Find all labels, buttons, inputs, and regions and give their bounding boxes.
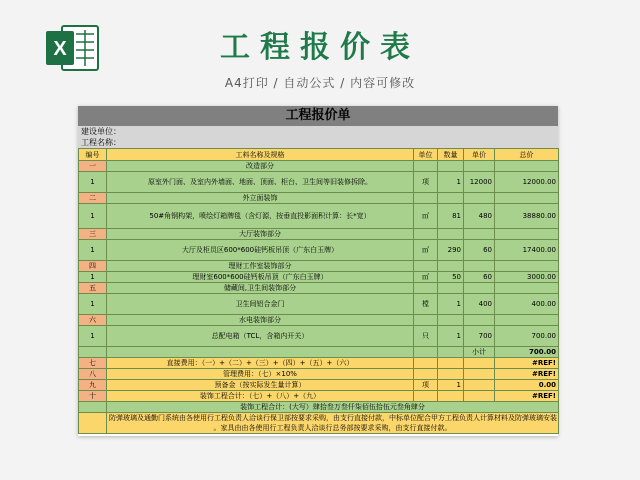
table-cell <box>79 402 107 413</box>
table-row <box>79 161 559 172</box>
item-quantity: 1 <box>438 294 464 315</box>
item-name: 理财工作室装饰部分 <box>107 261 414 272</box>
svg-text:X: X <box>53 38 67 60</box>
subtotal-value: 700.00 <box>495 347 559 358</box>
table-row <box>79 326 559 347</box>
subtotal-row <box>79 347 559 358</box>
col-header: 工料名称及规格 <box>107 149 414 161</box>
item-price: 12000 <box>464 172 495 193</box>
item-price <box>464 161 495 172</box>
table-cell <box>464 369 495 380</box>
table-row <box>79 172 559 193</box>
item-name: 储藏间,卫生间装饰部分 <box>107 283 414 294</box>
row-number: 九 <box>79 380 107 391</box>
summary-row <box>79 391 559 402</box>
row-number: 一 <box>79 161 107 172</box>
item-total <box>495 161 559 172</box>
table-row <box>79 272 559 283</box>
item-name: 卫生间铝合金门 <box>107 294 414 315</box>
row-number: 1 <box>79 204 107 229</box>
summary-total: #REF! <box>495 369 559 380</box>
item-unit: ㎡ <box>414 272 438 283</box>
summary-name: 管理费用：（七）×10% <box>107 369 414 380</box>
item-quantity: 50 <box>438 272 464 283</box>
summary-total: #REF! <box>495 358 559 369</box>
item-quantity <box>438 315 464 326</box>
table-row <box>79 204 559 229</box>
summary-unit: 项 <box>414 380 438 391</box>
item-price: 700 <box>464 326 495 347</box>
item-total: 12000.00 <box>495 172 559 193</box>
summary-name: 装饰工程合计：（七）+（八）+（九） <box>107 391 414 402</box>
item-unit <box>414 283 438 294</box>
col-header: 单位 <box>414 149 438 161</box>
item-name: 改造部分 <box>107 161 414 172</box>
row-number: 1 <box>79 294 107 315</box>
summary-name: 预备金（按实际发生量计算） <box>107 380 414 391</box>
item-name: 总配电箱（TCL，含箱内开关） <box>107 326 414 347</box>
table-cell <box>79 347 107 358</box>
item-name: 外立面装饰 <box>107 193 414 204</box>
col-header: 总价 <box>495 149 559 161</box>
notes-row <box>79 413 559 434</box>
table-row <box>79 240 559 261</box>
row-number: 七 <box>79 358 107 369</box>
grand-total-row <box>79 402 559 413</box>
summary-row <box>79 380 559 391</box>
item-price <box>464 283 495 294</box>
item-price <box>464 229 495 240</box>
summary-unit <box>414 391 438 402</box>
item-unit <box>414 161 438 172</box>
table-cell <box>464 380 495 391</box>
item-name: 大厅装饰部分 <box>107 229 414 240</box>
item-total: 3000.00 <box>495 272 559 283</box>
summary-quantity <box>438 391 464 402</box>
col-header: 编号 <box>79 149 107 161</box>
summary-row <box>79 358 559 369</box>
row-number: 二 <box>79 193 107 204</box>
table-cell <box>464 358 495 369</box>
page-subtitle: A4打印 / 自动公式 / 内容可修改 <box>224 76 416 90</box>
item-total <box>495 193 559 204</box>
table-row <box>79 315 559 326</box>
item-name: 理财室600*600硅钙板吊顶（广东白玉牌） <box>107 272 414 283</box>
summary-total: 0.00 <box>495 380 559 391</box>
spreadsheet-preview <box>78 106 558 436</box>
item-total: 17400.00 <box>495 240 559 261</box>
table-cell <box>107 347 414 358</box>
item-quantity <box>438 261 464 272</box>
item-price: 60 <box>464 240 495 261</box>
summary-unit <box>414 369 438 380</box>
item-name: 50#角钢构架，喷绘灯箱牌毯（含灯源，按垂直投影面积计算：长*宽） <box>107 204 414 229</box>
item-unit: 项 <box>414 172 438 193</box>
item-total: 700.00 <box>495 326 559 347</box>
grand-total-text: 装饰工程合计：(大写）肆拾叁万叁仟柒佰伍拾伍元叁角肆分 <box>107 402 559 413</box>
item-total <box>495 315 559 326</box>
row-number: 六 <box>79 315 107 326</box>
summary-quantity: 1 <box>438 380 464 391</box>
row-number: 五 <box>79 283 107 294</box>
note-line: 防弹玻璃及通勤门系统由各使用行工程负责人洽谈行保卫部按要求采购，由支行直接付款，中标单位配合甲方工程负责人计算材料及防弹玻璃安装 <box>109 414 557 422</box>
summary-row <box>79 369 559 380</box>
table-header-row <box>79 149 559 161</box>
item-unit <box>414 261 438 272</box>
builder-label: 建设单位： <box>78 126 558 137</box>
table-row <box>79 229 559 240</box>
notes-text <box>107 413 559 434</box>
row-number: 十 <box>79 391 107 402</box>
item-unit <box>414 229 438 240</box>
item-name: 原室外门面、及室内外墙面、地面、顶面、柜台、卫生间等旧装修拆除。 <box>107 172 414 193</box>
item-total: 38880.00 <box>495 204 559 229</box>
summary-quantity <box>438 369 464 380</box>
row-number: 1 <box>79 326 107 347</box>
subtotal-label: 小计 <box>464 347 495 358</box>
item-quantity <box>438 193 464 204</box>
item-price <box>464 261 495 272</box>
item-quantity: 1 <box>438 172 464 193</box>
item-quantity <box>438 229 464 240</box>
item-price: 400 <box>464 294 495 315</box>
table-row <box>79 294 559 315</box>
item-price: 480 <box>464 204 495 229</box>
item-unit: 只 <box>414 326 438 347</box>
table-row <box>79 261 559 272</box>
item-price <box>464 315 495 326</box>
item-total <box>495 283 559 294</box>
item-price: 60 <box>464 272 495 283</box>
item-total <box>495 229 559 240</box>
item-quantity <box>438 161 464 172</box>
row-number: 四 <box>79 261 107 272</box>
summary-total: #REF! <box>495 391 559 402</box>
item-unit: 樘 <box>414 294 438 315</box>
summary-quantity <box>438 358 464 369</box>
item-name: 水电装饰部分 <box>107 315 414 326</box>
item-quantity: 1 <box>438 326 464 347</box>
note-line: 。家具由由各使用行工程负责人洽谈行总务部按要求采购，由支行直接付款。 <box>213 424 452 432</box>
item-total: 400.00 <box>495 294 559 315</box>
item-quantity <box>438 283 464 294</box>
table-row <box>79 283 559 294</box>
item-quantity: 81 <box>438 204 464 229</box>
row-number: 三 <box>79 229 107 240</box>
row-number: 1 <box>79 240 107 261</box>
summary-unit <box>414 358 438 369</box>
table-cell <box>79 413 107 434</box>
sheet-title: 工程报价单 <box>78 106 558 126</box>
table-cell <box>414 347 438 358</box>
project-label: 工程名称： <box>78 137 558 148</box>
col-header: 单价 <box>464 149 495 161</box>
summary-name: 直接费用：（一）+（二）+（三）+（四）+（五）+（六） <box>107 358 414 369</box>
table-cell <box>464 391 495 402</box>
item-unit: ㎡ <box>414 204 438 229</box>
item-quantity: 290 <box>438 240 464 261</box>
item-unit: ㎡ <box>414 240 438 261</box>
item-unit <box>414 315 438 326</box>
item-name: 大厅及柜员区600*600硅钙板吊顶（广东白玉牌） <box>107 240 414 261</box>
item-price <box>464 193 495 204</box>
table-row <box>79 193 559 204</box>
row-number: 八 <box>79 369 107 380</box>
table-cell <box>438 347 464 358</box>
page-title: 工程报价表 <box>220 30 420 65</box>
col-header: 数量 <box>438 149 464 161</box>
item-unit <box>414 193 438 204</box>
row-number: 1 <box>79 272 107 283</box>
item-total <box>495 261 559 272</box>
quote-table <box>78 148 559 434</box>
row-number: 1 <box>79 172 107 193</box>
